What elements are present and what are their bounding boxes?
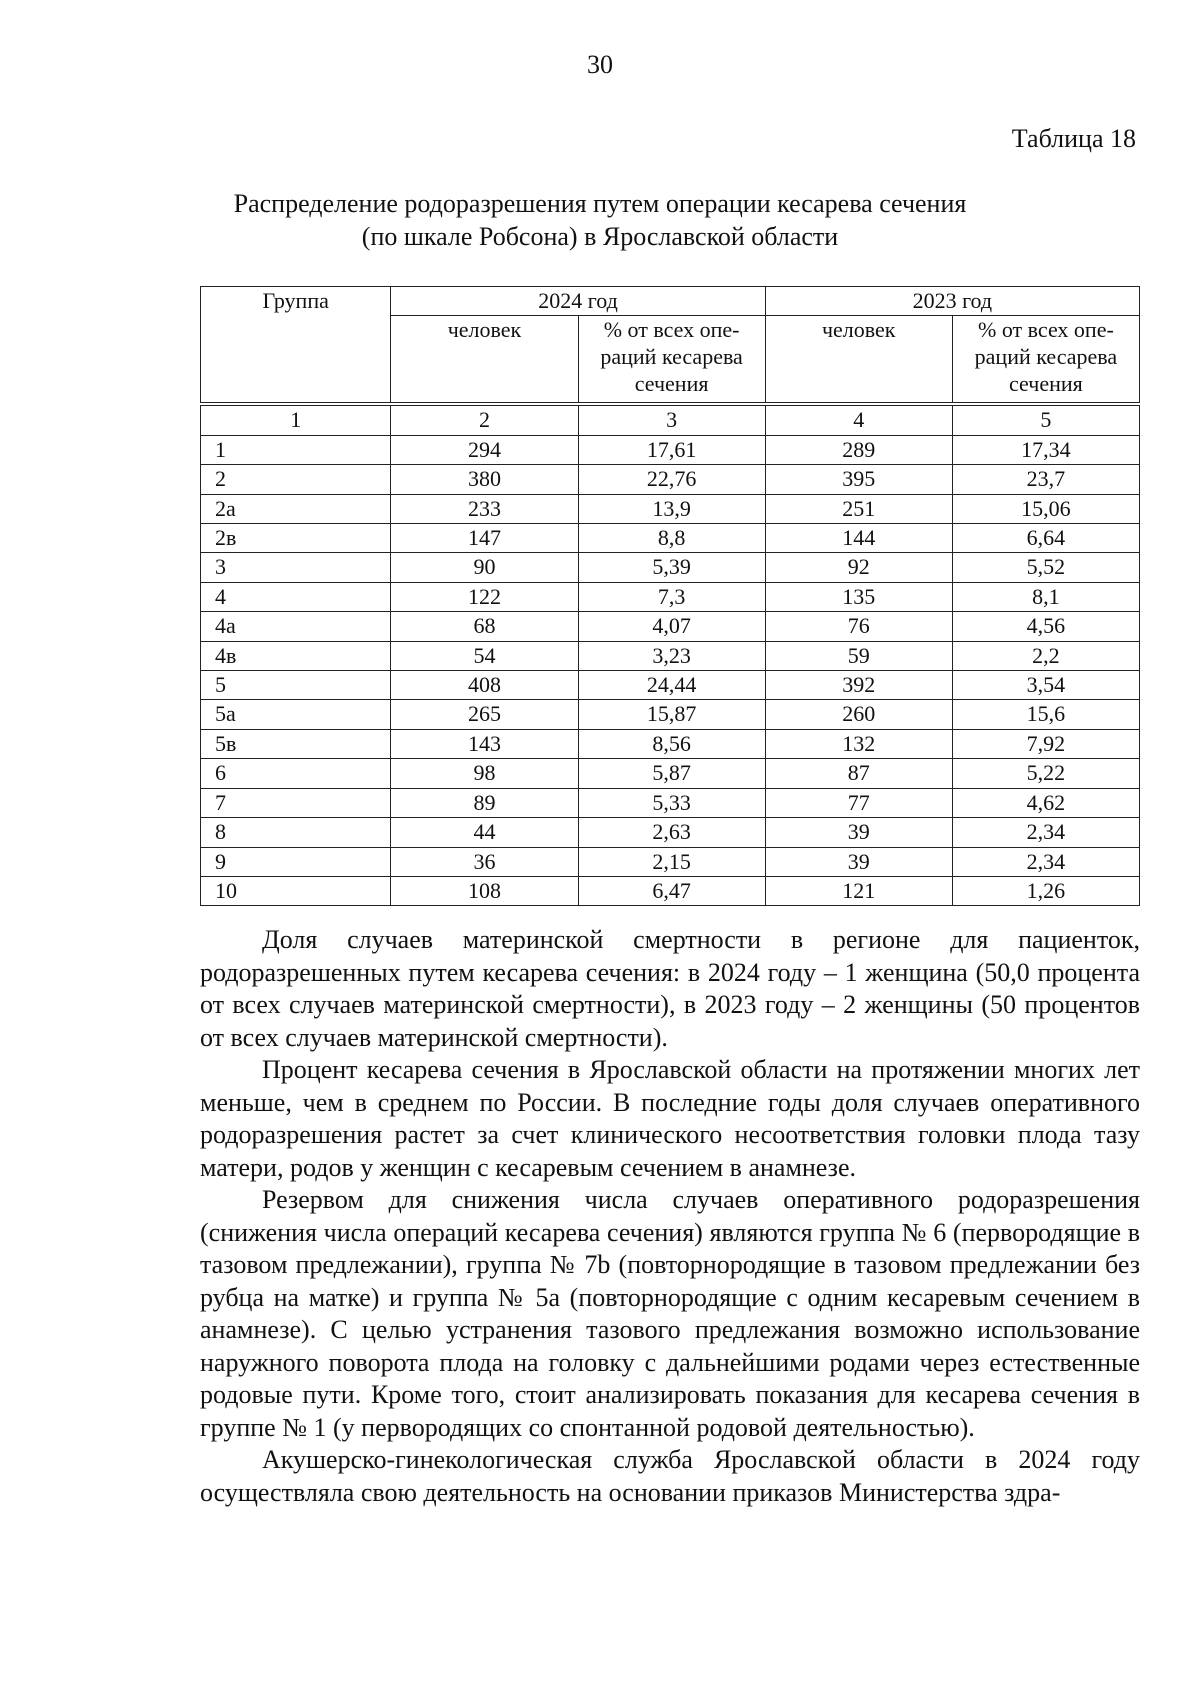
cell-people-2024: 90: [391, 553, 578, 582]
cell-percent-2024: 8,56: [578, 729, 765, 758]
cell-percent-2024: 6,47: [578, 876, 765, 905]
cell-people-2023: 77: [765, 788, 952, 817]
cell-group: 4в: [201, 641, 391, 670]
paragraph: Акушерско-гинекологическая служба Ярославской области в 2024 году осуществляла свою деятельность на основании приказов Министерства здра-: [200, 1445, 1140, 1507]
cell-percent-2024: 5,33: [578, 788, 765, 817]
table-row: [201, 671, 1140, 700]
cell-people-2023: 289: [765, 435, 952, 464]
cell-people-2024: 36: [391, 847, 578, 876]
cell-group: 5а: [201, 700, 391, 729]
cell-group: 4а: [201, 612, 391, 641]
table-row: [201, 553, 1140, 582]
cell-group: 3: [201, 553, 391, 582]
table-title-line: Распределение родоразрешения путем операции кесарева сечения: [233, 189, 967, 218]
cell-people-2023: 92: [765, 553, 952, 582]
column-number: 3: [578, 404, 765, 435]
cell-percent-2023: 15,06: [952, 494, 1139, 523]
cell-percent-2023: 1,26: [952, 876, 1139, 905]
cell-group: 10: [201, 876, 391, 905]
cell-percent-2024: 13,9: [578, 494, 765, 523]
cell-percent-2024: 2,15: [578, 847, 765, 876]
cell-percent-2024: 22,76: [578, 465, 765, 494]
cell-people-2023: 132: [765, 729, 952, 758]
cell-percent-2023: 15,6: [952, 700, 1139, 729]
paragraph: Резервом для снижения числа случаев оперативного родоразрешения (снижения числа операций кесарева сечения) являются группа № 6 (первородящие в тазовом предлежании), группа № 7b (повторнородящие в тазовом предлежании без рубца на матке) и группа № 5а (повторнородящие с одним кесаревым сечением в анамнезе). С целью устранения тазового предлежания возможно использование наружного поворота плода на головку с дальнейшими родами через естественные родовые пути. Кроме того, стоит анализировать показания для кесарева сечения в группе № 1 (у первородящих со спонтанной родовой деятельностью).: [200, 1185, 1140, 1442]
cell-people-2023: 59: [765, 641, 952, 670]
cell-people-2024: 54: [391, 641, 578, 670]
header-year-2023: 2023 год: [765, 287, 1139, 316]
header-group: Группа: [201, 287, 391, 405]
cell-percent-2023: 3,54: [952, 671, 1139, 700]
cell-percent-2024: 3,23: [578, 641, 765, 670]
table-row: [201, 435, 1140, 464]
table-row: [201, 582, 1140, 611]
cell-people-2024: 233: [391, 494, 578, 523]
table-row: [201, 847, 1140, 876]
column-number: 2: [391, 404, 578, 435]
table-row: [201, 641, 1140, 670]
cell-people-2023: 392: [765, 671, 952, 700]
page-number: 30: [587, 50, 613, 79]
cell-percent-2023: 5,52: [952, 553, 1139, 582]
cell-percent-2024: 24,44: [578, 671, 765, 700]
column-number: 4: [765, 404, 952, 435]
header-percent-2023: [952, 316, 1139, 405]
header-people-2024: человек: [391, 316, 578, 405]
table-row: [201, 788, 1140, 817]
cell-percent-2024: 4,07: [578, 612, 765, 641]
cell-people-2024: 89: [391, 788, 578, 817]
table-row: [201, 818, 1140, 847]
cell-people-2024: 108: [391, 876, 578, 905]
header-percent-line: раций кесарева: [600, 344, 743, 370]
header-people-2023: человек: [765, 316, 952, 405]
cell-percent-2024: 5,39: [578, 553, 765, 582]
cell-percent-2024: 8,8: [578, 524, 765, 553]
cell-percent-2023: 2,34: [952, 818, 1139, 847]
cell-people-2024: 122: [391, 582, 578, 611]
table-row: [201, 700, 1140, 729]
header-percent-line: сечения: [634, 371, 709, 397]
cell-people-2023: 135: [765, 582, 952, 611]
cell-people-2024: 294: [391, 435, 578, 464]
table-title: [200, 187, 1000, 253]
cell-people-2023: 251: [765, 494, 952, 523]
cell-group: 5: [201, 671, 391, 700]
cell-people-2024: 143: [391, 729, 578, 758]
cell-people-2024: 380: [391, 465, 578, 494]
table-row: [201, 465, 1140, 494]
cell-people-2024: 68: [391, 612, 578, 641]
cell-people-2023: 39: [765, 847, 952, 876]
robson-table: [200, 286, 1140, 906]
cell-percent-2024: 2,63: [578, 818, 765, 847]
cell-percent-2024: 7,3: [578, 582, 765, 611]
table-row: [201, 494, 1140, 523]
header-percent-line: % от всех опе-: [978, 317, 1114, 343]
cell-group: 2: [201, 465, 391, 494]
cell-group: 1: [201, 435, 391, 464]
cell-percent-2024: 15,87: [578, 700, 765, 729]
cell-percent-2023: 17,34: [952, 435, 1139, 464]
cell-group: 2в: [201, 524, 391, 553]
table-row: [201, 759, 1140, 788]
header-year-2024: 2024 год: [391, 287, 765, 316]
cell-people-2023: 395: [765, 465, 952, 494]
header-percent-line: сечения: [1009, 371, 1083, 397]
header-percent-line: раций кесарева: [974, 344, 1118, 370]
cell-percent-2023: 5,22: [952, 759, 1139, 788]
cell-percent-2023: 7,92: [952, 729, 1139, 758]
header-percent-2024: [578, 316, 765, 405]
cell-people-2023: 144: [765, 524, 952, 553]
cell-people-2024: 265: [391, 700, 578, 729]
table-row: [201, 876, 1140, 905]
table-row: [201, 524, 1140, 553]
cell-percent-2023: 2,2: [952, 641, 1139, 670]
cell-percent-2023: 23,7: [952, 465, 1139, 494]
column-number: 5: [952, 404, 1139, 435]
cell-people-2023: 260: [765, 700, 952, 729]
paragraph: Процент кесарева сечения в Ярославской области на протяжении многих лет меньше, чем в среднем по России. В последние годы доля случаев оперативного родоразрешения растет за счет клинического несоответствия головки плода тазу матери, родов у женщин с кесаревым сечением в анамнезе.: [200, 1055, 1140, 1182]
cell-percent-2023: 4,56: [952, 612, 1139, 641]
cell-percent-2023: 4,62: [952, 788, 1139, 817]
cell-people-2023: 121: [765, 876, 952, 905]
cell-people-2024: 44: [391, 818, 578, 847]
table-label: Таблица 18: [1011, 124, 1136, 153]
cell-percent-2024: 5,87: [578, 759, 765, 788]
cell-people-2023: 87: [765, 759, 952, 788]
header-percent-line: % от всех опе-: [603, 317, 740, 343]
cell-group: 9: [201, 847, 391, 876]
cell-group: 5в: [201, 729, 391, 758]
cell-people-2023: 76: [765, 612, 952, 641]
cell-people-2024: 408: [391, 671, 578, 700]
body-text: [200, 924, 1140, 1509]
cell-group: 6: [201, 759, 391, 788]
column-number: 1: [201, 404, 391, 435]
table-row: [201, 612, 1140, 641]
cell-group: 7: [201, 788, 391, 817]
cell-group: 8: [201, 818, 391, 847]
cell-people-2024: 98: [391, 759, 578, 788]
cell-percent-2023: 8,1: [952, 582, 1139, 611]
cell-people-2023: 39: [765, 818, 952, 847]
cell-percent-2023: 2,34: [952, 847, 1139, 876]
cell-people-2024: 147: [391, 524, 578, 553]
cell-group: 4: [201, 582, 391, 611]
cell-percent-2023: 6,64: [952, 524, 1139, 553]
cell-group: 2а: [201, 494, 391, 523]
cell-percent-2024: 17,61: [578, 435, 765, 464]
paragraph: Доля случаев материнской смертности в регионе для пациенток, родоразрешенных путем кесарева сечения: в 2024 году – 1 женщина (50,0 процента от всех случаев материнской смертности), в 2023 году – 2 женщины (50 процентов от всех случаев материнской смертности).: [200, 925, 1140, 1052]
table-row: [201, 729, 1140, 758]
table-title-line: (по шкале Робсона) в Ярославской области: [361, 222, 839, 251]
